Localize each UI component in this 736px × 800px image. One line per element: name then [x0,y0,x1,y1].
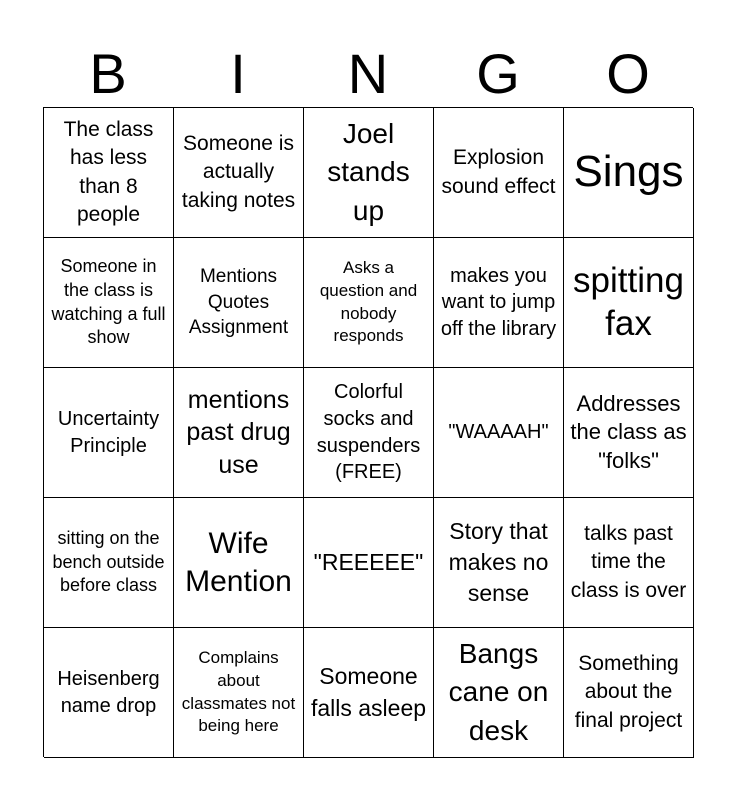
header-letter-g: G [476,42,520,105]
bingo-cell[interactable]: sitting on the bench outside before class [44,498,174,628]
bingo-cell[interactable]: "REEEEE" [304,498,434,628]
header-letter-o: O [606,42,650,105]
bingo-cell[interactable]: Bangs cane on desk [434,628,564,758]
bingo-cell[interactable]: Colorful socks and suspenders (FREE) [304,368,434,498]
bingo-cell[interactable]: spitting fax [564,238,694,368]
bingo-cell[interactable]: Mentions Quotes Assignment [174,238,304,368]
bingo-cell[interactable]: Something about the final project [564,628,694,758]
bingo-cell[interactable]: Joel stands up [304,108,434,238]
bingo-cell[interactable]: Wife Mention [174,498,304,628]
bingo-cell[interactable]: "WAAAAH" [434,368,564,498]
bingo-cell[interactable]: Asks a question and nobody responds [304,238,434,368]
header-letter-n: N [347,42,389,105]
bingo-cell[interactable]: Someone falls asleep [304,628,434,758]
bingo-cell[interactable]: Someone in the class is watching a full show [44,238,174,368]
bingo-cell[interactable]: Sings [564,108,694,238]
bingo-cell[interactable]: Addresses the class as "folks" [564,368,694,498]
bingo-cell[interactable]: mentions past drug use [174,368,304,498]
bingo-cell[interactable]: makes you want to jump off the library [434,238,564,368]
bingo-header [43,40,693,108]
bingo-board [43,107,693,757]
bingo-cell[interactable]: Someone is actually taking notes [174,108,304,238]
bingo-cell[interactable]: Uncertainty Principle [44,368,174,498]
bingo-cell[interactable]: Complains about classmates not being here [174,628,304,758]
bingo-cell[interactable]: Story that makes no sense [434,498,564,628]
bingo-cell[interactable]: Explosion sound effect [434,108,564,238]
header-letter-b: B [89,42,127,105]
bingo-cell[interactable]: talks past time the class is over [564,498,694,628]
bingo-cell[interactable]: The class has less than 8 people [44,108,174,238]
header-letter-i: I [230,42,246,105]
bingo-cell[interactable]: Heisenberg name drop [44,628,174,758]
